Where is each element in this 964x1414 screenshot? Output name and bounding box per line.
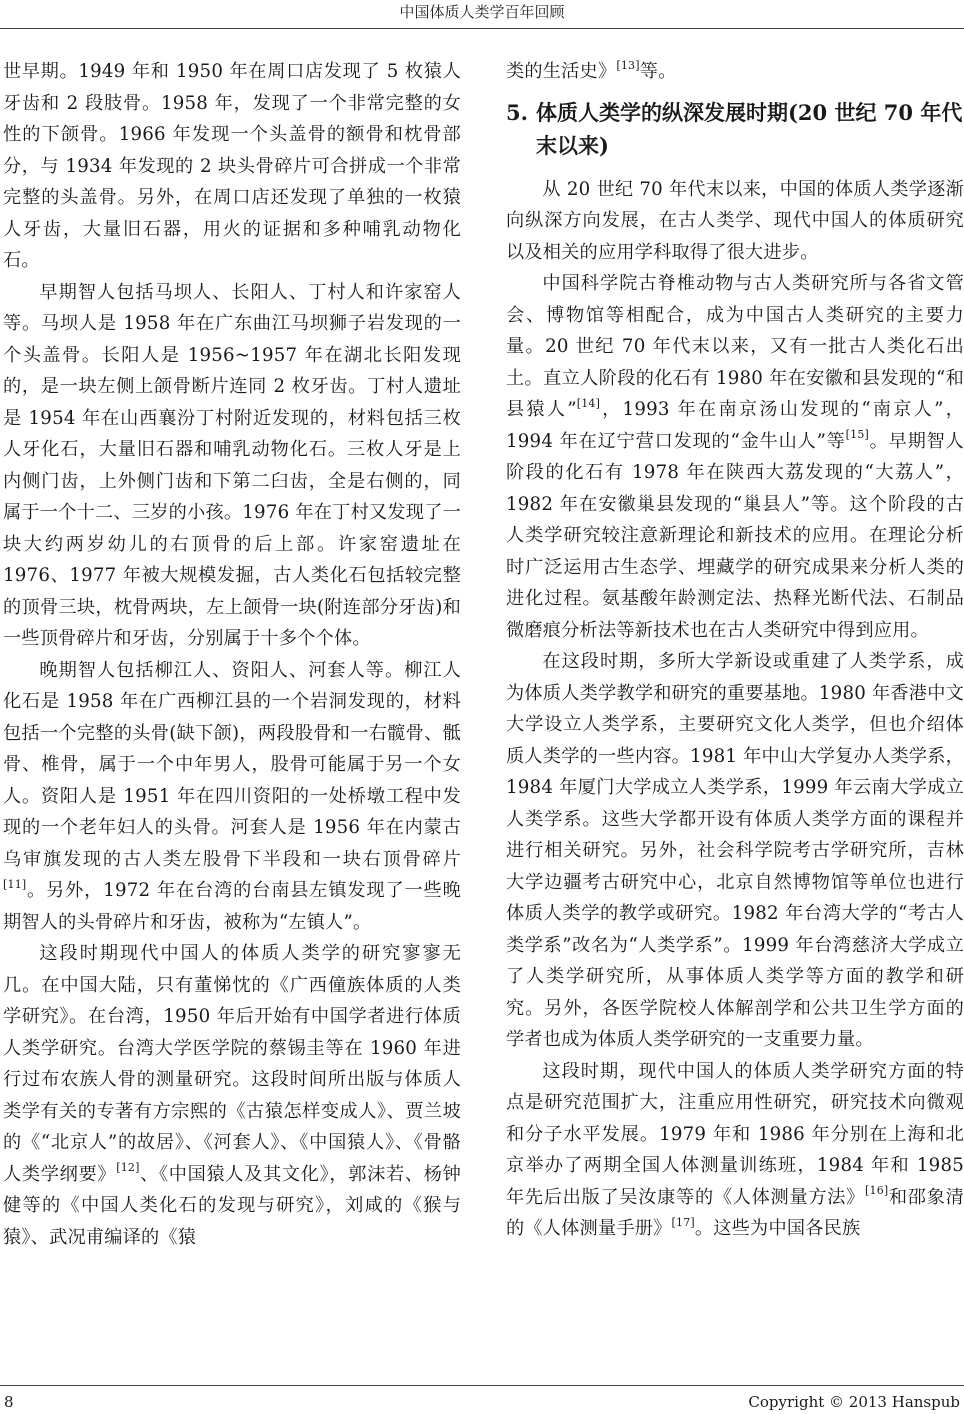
paragraph-text: 。早期智人阶段的化石有 1978 年在陕西大荔发现的“大荔人”，1982 年在安徽巢县发现的“巢县人”等。这个阶段的古人类学研究较注意新理论和新技术的应用。在理论分析时广泛运用古生态学、埋藏学的研究成果来分析人类的进化过程。氨基酸年龄测定法、热释光断代法、石制品微磨痕分析法等新技术也在古人类研究中得到应用。 — [506, 430, 964, 641]
footer-divider — [0, 1385, 964, 1386]
citation-ref: [12] — [116, 1161, 140, 1175]
body-paragraph — [3, 655, 461, 939]
paragraph-text: 等。 — [639, 61, 677, 82]
paragraph-text: 晚期智人包括柳江人、资阳人、河套人等。柳江人化石是 1958 年在广西柳江县的一个岩洞发现的，材料包括一个完整的头骨(缺下颌)，两段股骨和一右髋骨、骶骨、椎骨，属于一个中年男人，股骨可能属于另一个女人。资阳人是 1951 年在四川资阳的一处桥墩工程中发现的一个老年妇人的头骨。河套人是 1956 年在内蒙古乌审旗发现的古人类左股骨下半段和一块右顶骨碎片 — [3, 659, 461, 870]
body-paragraph — [506, 1056, 964, 1245]
body-paragraph — [506, 56, 964, 88]
paragraph-text: 这段时期，现代中国人的体质人类学研究方面的特点是研究范围扩大，注重应用性研究，研究技术向微观和分子水平发展。1979 年和 1986 年分别在上海和北京举办了两期全国人体测量训练班，1984 年和 1985 年先后出版了吴汝康等的《人体测量方法》 — [506, 1060, 964, 1208]
section-heading — [506, 96, 964, 162]
left-column — [3, 56, 461, 1253]
paragraph-text: 中国科学院古脊椎动物与古人类研究所与各省文管会、博物馆等相配合，成为中国古人类研究的主要力量。20 世纪 70 年代末以来，又有一批古人类化石出土。直立人阶段的化石有 1980 年在安徽和县发现的“和县猿人” — [506, 273, 964, 420]
body-paragraph — [3, 277, 461, 655]
copyright-notice: Copyright © 2013 Hanspub — [748, 1393, 960, 1411]
paragraph-text: 这段时期现代中国人的体质人类学的研究寥寥无几。在中国大陆，只有董悌忱的《广西僮族体质的人类学研究》。在台湾，1950 年后开始有中国学者进行体质人类学研究。台湾大学医学院的蔡锡圭等在 1960 年进行过布农族人骨的测量研究。这段时间所出版与体质人类学有关的专著有方宗熙的《古猿怎样变成人》、贾兰坡的《“北京人”的故居》、《河套人》、《中国猿人》、《骨骼人类学纲要》 — [3, 943, 461, 1185]
citation-ref: [15] — [845, 428, 870, 442]
citation-ref: [16] — [865, 1184, 889, 1198]
right-column — [506, 56, 964, 1245]
paragraph-text: 。另外，1972 年在台湾的台南县左镇发现了一些晚期智人的头骨碎片和牙齿，被称为“左镇人”。 — [3, 880, 461, 933]
paragraph-text: 世早期。1949 年和 1950 年在周口店发现了 5 枚猿人牙齿和 2 段肢骨。1958 年，发现了一个非常完整的女性的下颌骨。1966 年发现一个头盖骨的额骨和枕骨部分，与 1934 年发现的 2 块头骨碎片可合拼成一个非常完整的头盖骨。另外，在周口店还发现了单独的一枚猿人牙齿，大量旧石器，用火的证据和多种哺乳动物化石。 — [3, 61, 461, 271]
section-number: 5. — [506, 99, 528, 125]
header-divider — [0, 28, 964, 29]
paragraph-text: 在这段时期，多所大学新设或重建了人类学系，成为体质人类学教学和研究的重要基地。1980 年香港中文大学设立人类学系，主要研究文化人类学，但也介绍体质人类学的一些内容。1981 年中山大学复办人类学系，1984 年厦门大学成立人类学系，1999 年云南大学成立人类学系。这些大学都开设有体质人类学方面的课程并进行相关研究。另外，社会科学院考古学研究所，吉林大学边疆考古研究中心，北京自然博物馆等单位也进行体质人类学的教学或研究。1982 年台湾大学的“考古人类学系”改名为“人类学系”。1999 年台湾慈济大学成立了人类学研究所，从事体质人类学等方面的教学和研究。另外，各医学院校人体解剖学和公共卫生学方面的学者也成为体质人类学研究的一支重要力量。 — [506, 651, 964, 1050]
citation-ref: [17] — [671, 1215, 695, 1229]
running-header-title: 中国体质人类学百年回顾 — [399, 3, 565, 21]
section-title: 体质人类学的纵深发展时期(20 世纪 70 年代末以来) — [536, 99, 963, 158]
citation-ref: [14] — [576, 396, 601, 410]
body-paragraph — [506, 268, 964, 646]
paragraph-text: 、《中国猿人及其文化》，郭沫若、杨钟健等的《中国人类化石的发现与研究》，刘咸的《猴与猿》、武况甫编译的《猿 — [3, 1163, 461, 1248]
body-paragraph — [506, 646, 964, 1056]
citation-ref: [13] — [616, 58, 640, 72]
body-paragraph — [3, 938, 461, 1253]
paragraph-text: ，1993 年在南京汤山发现的“南京人”，1994 年在辽宁营口发现的“金牛山人”等 — [506, 399, 964, 452]
body-paragraph — [506, 174, 964, 269]
paragraph-text: 早期智人包括马坝人、长阳人、丁村人和许家窑人等。马坝人是 1958 年在广东曲江马坝狮子岩发现的一个头盖骨。长阳人是 1956~1957 年在湖北长阳发现的，是一块左侧上颌骨断片连同 2 枚牙齿。丁村人遗址是 1954 年在山西襄汾丁村附近发现的，材料包括三枚人牙化石，大量旧石器和哺乳动物化石。三枚人牙是上内侧门齿，上外侧门齿和下第二臼齿，全是右侧的，同属于一个十二、三岁的小孩。1976 年在丁村又发现了一块大约两岁幼儿的右顶骨的后上部。许家窑遗址在 1976、1977 年被大规模发掘，古人类化石包括较完整的顶骨三块，枕骨两块，左上颌骨一块(附连部分牙齿)和一些顶骨碎片和牙齿，分别属于十多个个体。 — [3, 281, 461, 649]
page-number: 8 — [4, 1393, 14, 1411]
paragraph-text: 。这些为中国各民族 — [694, 1218, 861, 1239]
paragraph-text: 类的生活史》 — [506, 61, 617, 82]
paragraph-text: 从 20 世纪 70 年代末以来，中国的体质人类学逐渐向纵深方向发展，在古人类学、现代中国人的体质研究以及相关的应用学科取得了很大进步。 — [506, 178, 964, 263]
body-paragraph — [3, 56, 461, 277]
citation-ref: [11] — [3, 877, 27, 891]
paragraph-text: 和邵象清的《人体测量手册》 — [506, 1186, 964, 1239]
